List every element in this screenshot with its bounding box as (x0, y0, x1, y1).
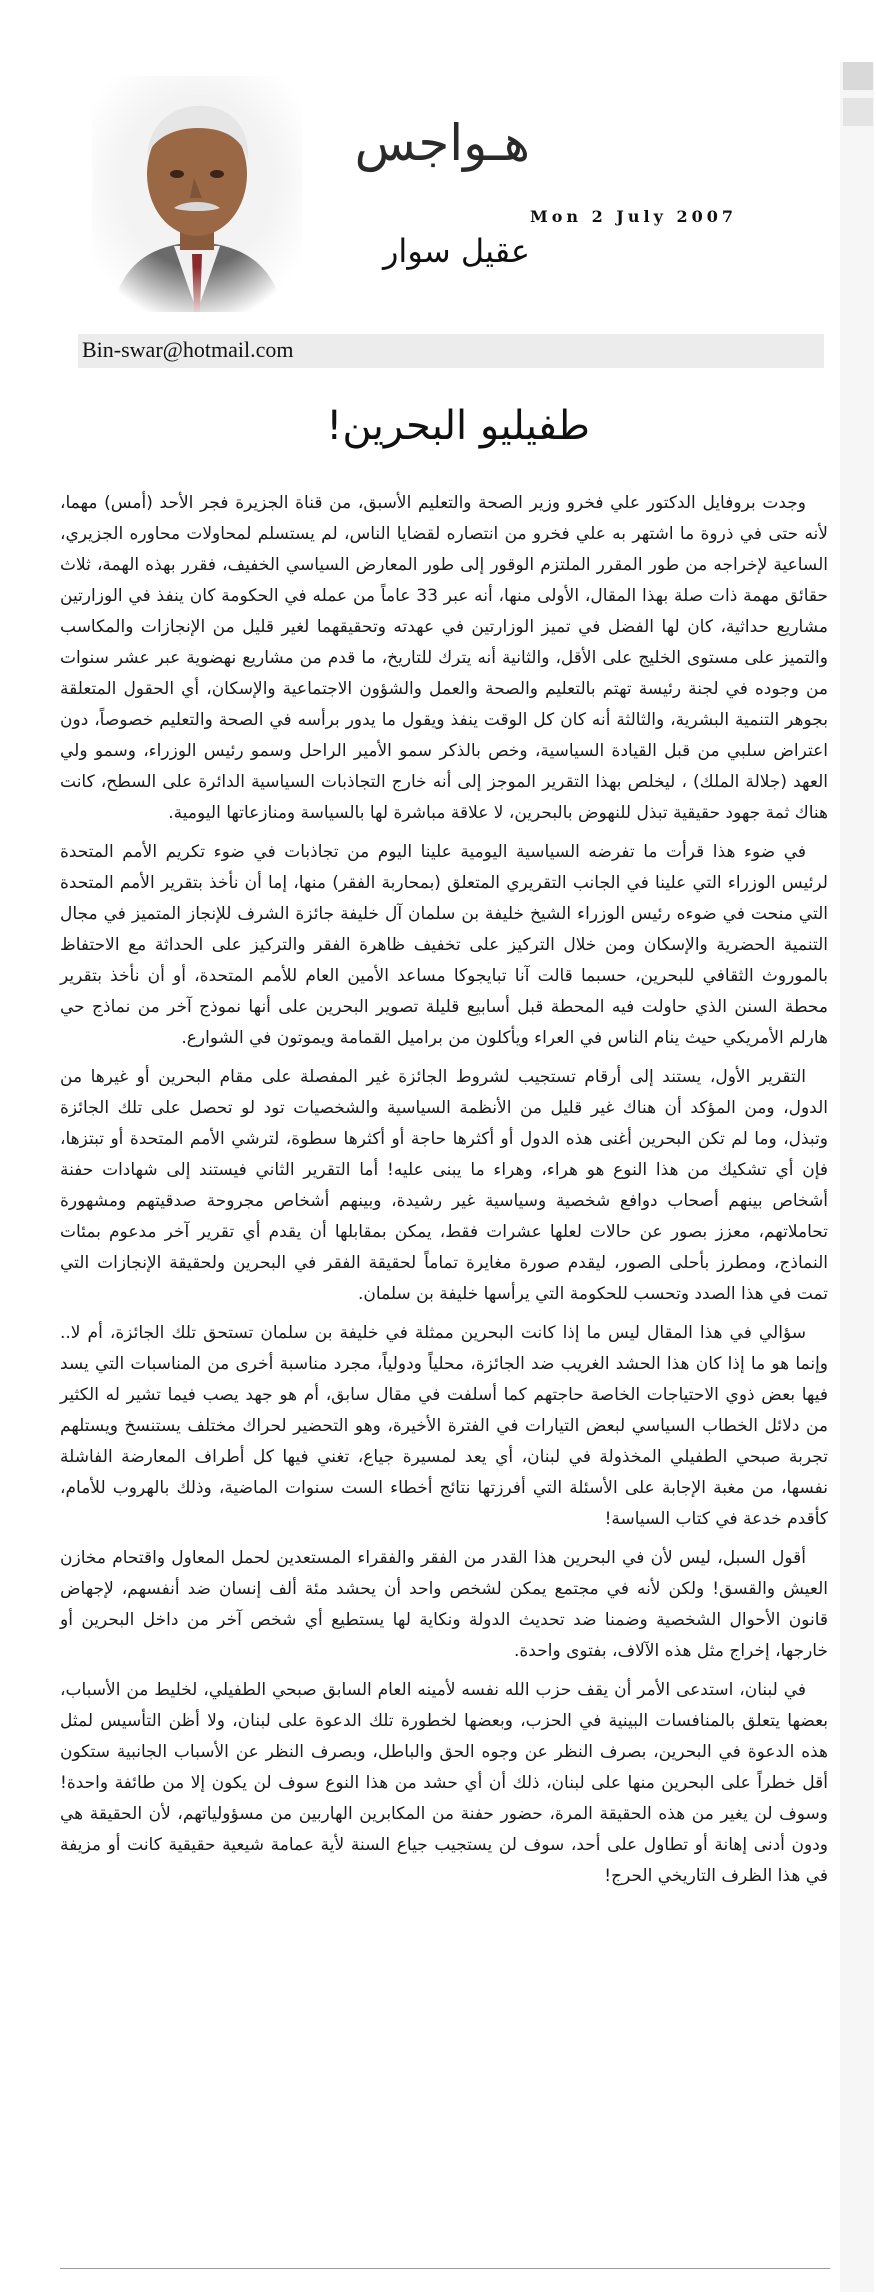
scrollbar-thumb[interactable] (843, 98, 873, 126)
column-title: هـواجس (354, 114, 530, 172)
publication-date: Mon 2 July 2007 (530, 207, 737, 226)
scrollbar-track[interactable] (840, 62, 874, 2292)
article-paragraph: في ضوء هذا قرأت ما تفرضه السياسية اليومية علينا اليوم من تجاذبات في ضوء تكريم الأمم المتحدة لرئيس الوزراء التي علينا في الجانب التقريري المتعلق (بمحاربة الفقر) منها، إما أن نأخذ بتقرير الأمم المتحدة التي منحت في ضوءه رئيس الوزراء الشيخ خليفة بن سلمان آل خليفة جائزة الشرف للإنجاز المتميز في مجال التنمية الحضرية والإسكان ومن خلال التركيز على تخفيف ظاهرة الفقر والتركيز على الحداثة مع الاحتفاظ بالموروث الثقافي للبحرين، حسبما قالت آنا تبايجوكا مساعد الأمين العام للأمم المتحدة، أو أن نأخذ بتقرير محطة السنن الذي حاولت فيه المحطة قبل أسابيع قليلة تصوير البحرين على أنها نموذج آخر من نماذج حي هارلم الأمريكي حيث ينام الناس في العراء ويأكلون من براميل القمامة ويموتون في الشوارع. (60, 842, 828, 1048)
author-name: عقيل سوار (382, 232, 530, 270)
article-paragraph: أقول السبل، ليس لأن في البحرين هذا القدر من الفقر والفقراء المستعدين لحمل المعاول واقتحام مخازن العيش والقسق! ولكن لأنه في مجتمع يمكن لشخص واحد أن يحشد مئة ألف إنسان ضد أنفسهم، لإجهاض قانون الأحوال الشخصية وضمنا ضد تحديث الدولة ونكاية لها يستطيع أي شخص آخر من داخل البحرين أو خارجها، إخراج مثل هذه الآلاف، بفتوى واحدة. (60, 1548, 828, 1661)
article-paragraph: وجدت بروفايل الدكتور علي فخرو وزير الصحة والتعليم الأسبق، من قناة الجزيرة فجر الأحد (أمس) مهما، لأنه حتى في ذروة ما اشتهر به علي فخرو من انتصاره لقضايا الناس، لم يستسلم لمحاولات محاوره الجزيري، الساعية لإخراجه من طور المقرر الملتزم الوقور إلى طور المعارض السياسي الخفيف، فقرر بهذه الهمة، ثلاث حقائق مهمة ذات صلة بهذا المقال، الأولى منها، أنه عبر 33 عاماً من عمله في الحكومة كان ينفذ في الوزارتين مشاريع حداثية، كان لها الفضل في تميز الوزارتين في عهدته وتحقيقهما لغير قليل من الإنجازات والمكاسب والتميز على مستوى الخليج على الأقل، والثانية أنه يترك للتاريخ، ما قدم من مشاريع نهضوية عبر عشر سنوات من وجوده في لجنة رئيسة تهتم بالتعليم والصحة والعمل والشؤون الاجتماعية والإسكان، أي الحقول المتعلقة بجوهر التنمية البشرية، والثالثة أنه كان كل الوقت ينفذ ويقول ما يدور برأسه في الصحة والتعليم خصوصاً، دون اعتراض سلبي من قبل القيادة السياسية، وخص بالذكر سمو الأمير الراحل وسمو رئيس الوزراء، وسمو ولي العهد (جلالة الملك) ، ليخلص بهذا التقرير الموجز إلى أنه خارج التجاذبات السياسية الدائرة على السطح، كانت هناك ثمة جهود حقيقية تبذل للنهوض بالبحرين، لا علاقة مباشرة لها بالسياسة ومنازعاتها اليومية. (60, 493, 828, 823)
email-bar (78, 334, 824, 368)
article-paragraph: التقرير الأول، يستند إلى أرقام تستجيب لشروط الجائزة غير المفصلة على مقام البحرين أو غيرها من الدول، ومن المؤكد أن هناك غير قليل من الأنظمة السياسية والشخصيات تود لو تحصل على تلك الجائزة وتبذل، وما لم تكن البحرين أغنى هذه الدول أو أكثرها حاجة أو أكثرها سطوة، لترشي الأمم المتحدة أو تبتزها، فإن أي تشكيك من هذا النوع هو هراء، وهراء ما يبنى عليه! أما التقرير الثاني فيستند إلى شهادات حفنة أشخاص بينهم أصحاب دوافع شخصية وسياسية غير رشيدة، وبينهم أشخاص مجروحة صدقيتهم ومشهورة تحاملاتهم، معزز بصور عن حالات لعلها عشرات فقط، يمكن بمقابلها أن يقدم أي تقرير آخر مدعوم بمئات النماذج، ومطرز بأحلى الصور، ليقدم صورة مغايرة تماماً لحقيقة الفقر في البحرين ولحقيقة الإنجازات التي تمت في هذا الصدد وتحسب للحكومة التي يرأسها خليفة بن سلمان. (60, 1067, 828, 1304)
article-paragraph: في لبنان، استدعى الأمر أن يقف حزب الله نفسه لأمينه العام السابق صبحي الطفيلي، لخليط من الأسباب، بعضها يتعلق بالمنافسات البينية في الحزب، وبعضها لخطورة تلك الدعوة على لبنان، ولا أظن التأسيس لمثل هذه الدعوة في البحرين، بصرف النظر عن وجوه الحق والباطل، وبصرف النظر عن الأسباب الجانبية ستكون أقل خطراً على البحرين منها على لبنان، ذلك أن أي حشد من هذا النوع سوف لن يكون إلا من طائفة واحدة! وسوف لن يغير من هذه الحقيقة المرة، حضور حفنة من المكابرين الهاربين من مسؤولياتهم، لأن الحقيقة هي ودون أدنى إهانة أو تطاول على أحد، سوف لن يستجيب جياع السنة لأية عمامة شيعية حقيقية كانت أو مزيفة في هذا الظرف التاريخي الحرج! (60, 1680, 828, 1886)
article-headline: طفيليو البحرين! (326, 403, 590, 449)
scroll-up-button[interactable] (843, 62, 873, 90)
article-body (60, 488, 828, 1900)
bottom-divider (60, 2268, 830, 2269)
author-photo (92, 76, 302, 312)
author-email[interactable]: Bin-swar@hotmail.com (82, 337, 294, 362)
article-paragraph: سؤالي في هذا المقال ليس ما إذا كانت البحرين ممثلة في خليفة بن سلمان تستحق تلك الجائزة، أم لا.. وإنما هو ما إذا كان هذا الحشد الغريب ضد الجائزة، محلياً ودولياً، مجرد مناسبة أخرى من المناسبات التي يسد فيها بعض ذوي الاحتياجات الخاصة حاجتهم كما أسلفت في مقال سابق، أم هو جهد يصب فيما تشير له الكثير من دلائل الخطاب السياسي لبعض التيارات في الفترة الأخيرة، وهو التحضير لحراك مختلف يستنسخ ويستلهم تجربة صبحي الطفيلي المخذولة في لبنان، أي يعد لمسيرة جياع، تغني فيها كل أطراف المعارضة الفاشلة نفسها، من مغبة الإجابة على الأسئلة التي أفرزتها نتائج أخطاء الست سنوات الماضية، وذلك بالهروب للأمام، كأقدم خدعة في كتاب السياسة! (60, 1323, 828, 1529)
